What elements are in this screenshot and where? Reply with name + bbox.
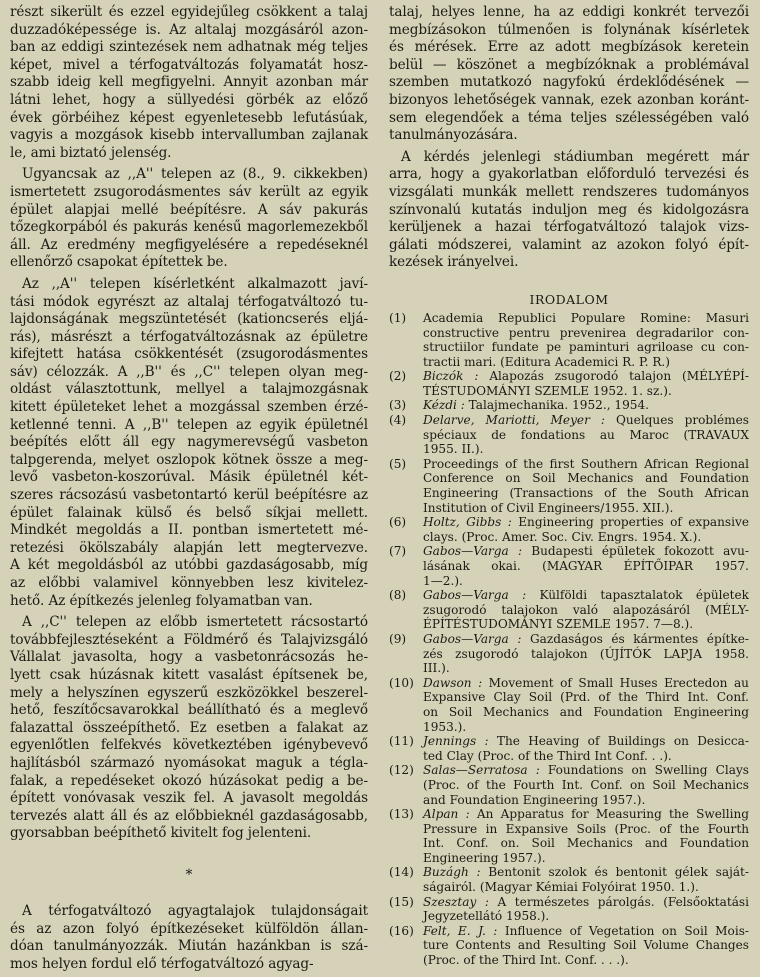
text-line: hajlításból származó nyomásokat maguk a tégla- <box>10 754 368 771</box>
reference-text: ted Clay (Proc. of the Third Int Conf. . .). <box>423 748 672 763</box>
reference-item <box>389 544 749 588</box>
text-line: falak, a repedéseket okozó húzásokat pedig a be- <box>10 772 368 789</box>
text-line: A ,,C'' telepen az előbb ismertetett rácsostartó <box>22 614 368 631</box>
reference-text: Külföldi tapasztalatok épületek <box>526 588 749 603</box>
text-line: A két megoldásból az utóbbi gazdaságosabb, míg <box>10 557 368 574</box>
text-line: és az azon folyó építkezéseket külföldön állan- <box>10 920 368 937</box>
reference-text: ture Contents and Resulting Soil Volume Changes <box>423 938 749 953</box>
paragraph <box>10 166 368 272</box>
reference-number: (12) <box>389 763 414 778</box>
text-line: bizonyos lehetőségek vannak, ezek azonban koránt- <box>389 91 749 108</box>
reference-number: (4) <box>389 413 407 428</box>
reference-item <box>389 588 749 632</box>
reference-author: Gabos—Varga : <box>423 588 527 603</box>
reference-line <box>423 836 749 851</box>
text-line: kezések irányelvei. <box>389 254 519 271</box>
text-line: hető. Az építkezés jelenleg folyamatban van. <box>10 592 313 609</box>
text-line: retezési ökölszabály alapján lett megtervezve. <box>10 539 368 556</box>
reference-item <box>389 398 749 413</box>
text-line: talaj, helyes lenne, ha az eddigi konkrét tervezői <box>389 4 749 20</box>
text-line: sem elegendőek a téma teljes szélességében való <box>389 109 749 126</box>
text-line: látni lehet, hogy a süllyedési görbék az előző <box>10 91 368 108</box>
right-column <box>389 4 749 968</box>
reference-text: (Proc. of the Third Int. Conf. . . .). <box>423 953 629 968</box>
paragraph <box>10 614 368 843</box>
text-line: színvonalú kutatás induljon meg és kidolgozásra <box>389 201 749 218</box>
reference-text: 1—2.). <box>423 573 463 588</box>
reference-line <box>423 865 749 880</box>
reference-line <box>423 778 749 793</box>
reference-text: (Proc. of the Fourth Int. Conf. on Soil Mechanics <box>423 777 749 792</box>
reference-text: ságairól. (Magyar Kémiai Folyóirat 1950. 1.). <box>423 880 699 895</box>
text-line: le, ami biztató jelenség. <box>10 144 172 161</box>
reference-line <box>423 486 749 501</box>
reference-line <box>423 515 749 530</box>
reference-text: Foundations on Swelling Clays <box>539 763 749 778</box>
text-line: oldást választottunk, mellyel a talajmozgásnak <box>10 381 368 398</box>
text-line: tási módok egyrészt az altalaj térfogatváltozó tu- <box>10 293 368 310</box>
reference-text: TÉSTUDOMÁNYI SZEMLE 1952. 1. sz.). <box>423 383 672 398</box>
reference-text: Pressure in Expansive Soils (Proc. of the Fourth <box>423 821 749 836</box>
reference-text: spéciaux de fondations au Maroc (TRAVAUX <box>423 427 749 442</box>
reference-line <box>423 501 749 516</box>
reference-line <box>423 544 749 559</box>
reference-number: (2) <box>389 369 407 384</box>
reference-line <box>423 690 749 705</box>
text-line: tervezés alatt áll és az előbbieknél gazdaságosabb, <box>10 807 368 824</box>
reference-text: Expansive Clay Soil (Prd. of the Third Int. Conf. <box>423 690 749 705</box>
text-line: ketlenné tenni. A ,,B'' telepen az egyik épületnél <box>10 416 368 433</box>
reference-text: Engineering 1957.). <box>423 850 546 865</box>
reference-line <box>423 340 749 355</box>
text-line: Vállalat javasolta, hogy a vasbetonrácsozás he- <box>10 649 368 666</box>
text-line: egyenlőtlen felfekvés következtében igénybevevő <box>10 737 368 754</box>
reference-line <box>423 398 749 413</box>
text-line: szeres rácsozású vasbetontartó kerül beépítésre az <box>10 487 368 504</box>
text-line: belül — köszönet a megbízóknak a problémával <box>389 56 749 73</box>
text-line: kerüljenek a hazai térfogatváltozó talajok vizs- <box>389 219 749 236</box>
reference-line <box>423 369 749 384</box>
text-line: Mindkét megoldás a II. pontban ismertetett mé- <box>10 522 368 539</box>
reference-author: Jennings : <box>423 734 489 749</box>
reference-number: (8) <box>389 588 407 603</box>
left-column <box>10 4 368 977</box>
reference-line <box>423 326 749 341</box>
text-line: továbbfejlesztéseként a Földmérő és Talajvizsgáló <box>10 631 368 648</box>
reference-line <box>423 938 749 953</box>
reference-text: Gazdaságos és kármentes építke- <box>521 631 749 646</box>
reference-text: structiilor fundate pe paminturi agriloase cu con- <box>423 340 749 355</box>
reference-text: Movement of Small Huses Erectedon au <box>482 675 749 690</box>
reference-line <box>423 588 749 603</box>
reference-line <box>423 457 749 472</box>
text-line: az előbbi valamivel könnyebben lesz kivitelez- <box>10 575 368 591</box>
reference-line <box>423 559 749 574</box>
reference-number: (9) <box>389 631 407 646</box>
text-line: rás), másrészt a térfogatváltozásnak az épületre <box>10 328 368 345</box>
reference-number: (1) <box>389 310 407 325</box>
reference-line <box>423 428 749 443</box>
reference-text: clays. (Proc. Amer. Soc. Civ. Engrs. 1954. X.). <box>423 529 702 544</box>
text-line: dóan tanulmányozzák. Miután hazánkban is szá- <box>10 938 368 955</box>
reference-line <box>423 807 749 822</box>
reference-line <box>423 311 749 326</box>
reference-item <box>389 865 749 894</box>
text-line: mos helyen fordul elő térfogatváltozó agyag- <box>10 955 314 972</box>
reference-number: (13) <box>389 807 414 822</box>
reference-number: (7) <box>389 544 407 559</box>
references-list <box>389 311 749 968</box>
text-line: A kérdés jelenlegi stádiumban megérett már <box>401 148 749 165</box>
reference-line <box>423 880 749 895</box>
text-line: képet, mivel a térfogatváltozás folyamatát hosz- <box>10 56 368 73</box>
reference-text: tractii mari. (Editura Academici R. P. R.) <box>423 354 670 369</box>
reference-author: Dawson : <box>423 675 483 690</box>
reference-number: (11) <box>389 734 414 749</box>
reference-number: (14) <box>389 865 414 880</box>
section-separator: * <box>185 866 193 883</box>
paragraph <box>10 276 368 610</box>
reference-line <box>423 530 749 545</box>
reference-item <box>389 413 749 457</box>
reference-text: III.). <box>423 661 450 676</box>
reference-text: zés zsugorodó talajokon (ÚJÍTÓK LAPJA 1958. <box>423 646 749 661</box>
text-line: Ugyancsak az ,,A'' telepen az (8., 9. cikkekben) <box>22 166 368 183</box>
text-line: ismertetett zsugorodásmentes sáv került az egyik <box>10 183 368 200</box>
text-line: sáv) célozzák. A ,,B'' és ,,C'' telepen olyan meg- <box>10 363 368 380</box>
reference-text: on Soil Mechanics and Foundation Engineering <box>423 704 749 719</box>
reference-author: Holtz, Gibbs : <box>423 515 512 530</box>
text-line: tanulmányozására. <box>389 127 518 144</box>
reference-author: Salas—Serratosa : <box>423 763 540 778</box>
reference-line <box>423 632 749 647</box>
text-line: és mérések. Erre az adott megbízások keretein <box>389 39 749 56</box>
reference-text: The Heaving of Buildings on Desicca- <box>488 734 749 749</box>
reference-text: Int. Conf. on. Soil Mechanics and Foundation <box>423 836 749 851</box>
reference-line <box>423 705 749 720</box>
reference-text: Budapesti épületek fokozott avu- <box>522 544 749 559</box>
paragraph <box>10 903 368 973</box>
text-line: megbízásokon túlmenően is folynának kísérletek <box>389 21 749 38</box>
reference-line <box>423 413 749 428</box>
reference-text: 1955. II.). <box>423 442 484 457</box>
reference-text: lásának okai. (MAGYAR ÉPÍTŐIPAR 1957. <box>423 559 749 573</box>
reference-line <box>423 574 749 589</box>
reference-item <box>389 676 749 734</box>
paragraph <box>389 4 749 145</box>
text-line: kifejtett hatása csökkentését (zsugorodásmentes <box>10 346 368 363</box>
reference-text: A természetes párolgás. (Felsőoktatási <box>488 894 749 909</box>
reference-author: Kézdi : <box>423 398 465 413</box>
reference-text: Conference on Soil Mechanics and Foundation <box>423 471 749 486</box>
reference-line <box>423 384 749 399</box>
text-line: ellenőrző csapokat építettek be. <box>10 254 228 271</box>
text-line: áll. Az eredmény megfigyelésére a repedéseknél <box>10 236 368 253</box>
reference-text: zsugorodó talajokon való alapozásáról (MÉLY- <box>423 602 749 617</box>
text-line: épület falainak külső és belső síkjai mellett. <box>10 504 368 521</box>
reference-item <box>389 515 749 544</box>
reference-item <box>389 457 749 515</box>
reference-author: Buzágh : <box>423 865 481 880</box>
reference-text: 1953.). <box>423 719 467 734</box>
reference-line <box>423 822 749 837</box>
text-line: A térfogatváltozó agyagtalajok tulajdonságait <box>22 902 368 919</box>
reference-line <box>423 647 749 662</box>
reference-item <box>389 895 749 924</box>
reference-line <box>423 471 749 486</box>
text-line: gyorsabban beépíthető kivitelt fog jelenteni. <box>10 825 312 842</box>
text-line: mely a helyszínen egyszerű eszközökkel beszerel- <box>10 684 368 701</box>
reference-author: Biczók : <box>423 369 479 384</box>
text-line: lajdonságának megszüntetését (kationcserés eljá- <box>10 311 368 328</box>
reference-number: (3) <box>389 398 407 413</box>
reference-text: Engineering properties of expansive <box>511 515 749 530</box>
text-line: kitett épületeket lehet a mozgással szemben érzé- <box>10 399 368 416</box>
reference-line <box>423 793 749 808</box>
paragraph <box>10 4 368 162</box>
paragraph <box>389 149 749 272</box>
reference-number: (5) <box>389 456 407 471</box>
reference-author: Alpan : <box>423 807 470 822</box>
reference-line <box>423 924 749 939</box>
reference-line <box>423 617 749 632</box>
reference-author: Delarve, Mariotti, Meyer : <box>423 413 605 428</box>
reference-number: (10) <box>389 675 414 690</box>
text-line: Az ,,A'' telepen kísérletként alkalmazott javí- <box>22 275 368 292</box>
reference-author: Szesztay : <box>423 894 489 909</box>
reference-text: Influence of Vegetation on Soil Mois- <box>497 923 749 938</box>
reference-line <box>423 676 749 691</box>
reference-item <box>389 763 749 807</box>
reference-item <box>389 369 749 398</box>
reference-line <box>423 909 749 924</box>
text-line: évek görbéihez képest egyenletesebb lefutásúak, <box>10 109 368 126</box>
text-line: levő vasbeton-koszorúval. Másik épületnél két- <box>10 469 368 486</box>
reference-line <box>423 661 749 676</box>
references-heading: IRODALOM <box>529 291 609 307</box>
reference-line <box>423 953 749 968</box>
reference-text: Proceedings of the first Southern African Regional <box>423 456 749 471</box>
text-line: duzzadóképessége is. Az altalaj mozgásáról azon- <box>10 21 368 38</box>
reference-text: and Foundation Engineering 1957.). <box>423 792 646 807</box>
reference-text: Bentonit szolok és bentonit gélek saját- <box>480 865 749 880</box>
text-line: arra, hogy a gyakorlatban előforduló tervezési és <box>389 166 749 183</box>
reference-author: Gabos—Varga : <box>423 631 522 646</box>
text-line: részt sikerült és ezzel egyidejűleg csökkent a talaj <box>10 4 368 20</box>
reference-author: Gabos—Varga : <box>423 544 523 559</box>
reference-item <box>389 311 749 369</box>
reference-item <box>389 807 749 865</box>
text-line: szabb ideig kell megfigyelni. Annyit azonban már <box>10 74 368 91</box>
text-line: ban az eddigi szintezések nem adhatnak még teljes <box>10 39 368 56</box>
reference-text: Talajmechanika. 1952., 1954. <box>464 398 650 413</box>
reference-line <box>423 749 749 764</box>
reference-text: ÉPÍTÉSTUDOMÁNYI SZEMLE 1957. 7—8.). <box>423 617 694 632</box>
text-line: vagyis a mozgások kisebb intervallumban zajlanak <box>10 127 368 144</box>
reference-line <box>423 720 749 735</box>
reference-text: Academia Republici Populare Romine: Masuri <box>423 310 749 325</box>
reference-number: (15) <box>389 894 414 909</box>
reference-text: constructive pentru prevenirea degradarilor con- <box>423 325 749 340</box>
text-line: falazattal összeépíthető. Ez esetben a falakat az <box>10 719 368 736</box>
text-line: épített vonóvasak veszik fel. A javasolt megoldás <box>10 790 368 807</box>
text-line: talpgerenda, melyet oszlopok kötnek össze a meg- <box>10 451 368 468</box>
text-line: gálati módszerei, valamint az azokon folyó épít- <box>389 236 749 253</box>
reference-line <box>423 442 749 457</box>
reference-line <box>423 734 749 749</box>
reference-text: An Apparatus for Measuring the Swelling <box>469 807 750 822</box>
reference-author: Felt, E. J. : <box>423 923 498 938</box>
reference-item <box>389 734 749 763</box>
reference-text: Alapozás zsugorodó talajon (MÉLYÉPÍ- <box>478 369 749 384</box>
reference-line <box>423 603 749 618</box>
reference-number: (6) <box>389 515 407 530</box>
text-line: szemben mutatkozó nagyfokú érdeklődésének — <box>389 74 749 91</box>
text-line: vizsgálati munkák mellett rendszeres tudományos <box>389 183 749 200</box>
reference-line <box>423 895 749 910</box>
reference-number: (16) <box>389 923 414 938</box>
reference-line <box>423 355 749 370</box>
reference-text: Jegyzetellátó 1958.). <box>423 909 550 924</box>
text-line: beépítés előtt áll egy nagymerevségű vasbeton <box>10 434 368 451</box>
reference-text: Engineering (Transactions of the South African <box>423 486 749 501</box>
text-line: épület alapjai mellé beépítésre. A sáv pakurás <box>10 201 368 218</box>
text-line: lyett csak húzásnak kitett vasalást építsenek be, <box>10 666 368 683</box>
reference-item <box>389 924 749 968</box>
reference-item <box>389 632 749 676</box>
reference-line <box>423 851 749 866</box>
reference-text: Institution of Civil Engineers/1955. XII.). <box>423 500 674 515</box>
reference-text: Quelques problémes <box>604 413 749 428</box>
text-line: hető, feszítőcsavarokkal beállítható és a meglevő <box>10 702 368 719</box>
text-line: tőzegkorpából és pakurás kenésű magorlemezekből <box>10 219 368 236</box>
reference-line <box>423 763 749 778</box>
